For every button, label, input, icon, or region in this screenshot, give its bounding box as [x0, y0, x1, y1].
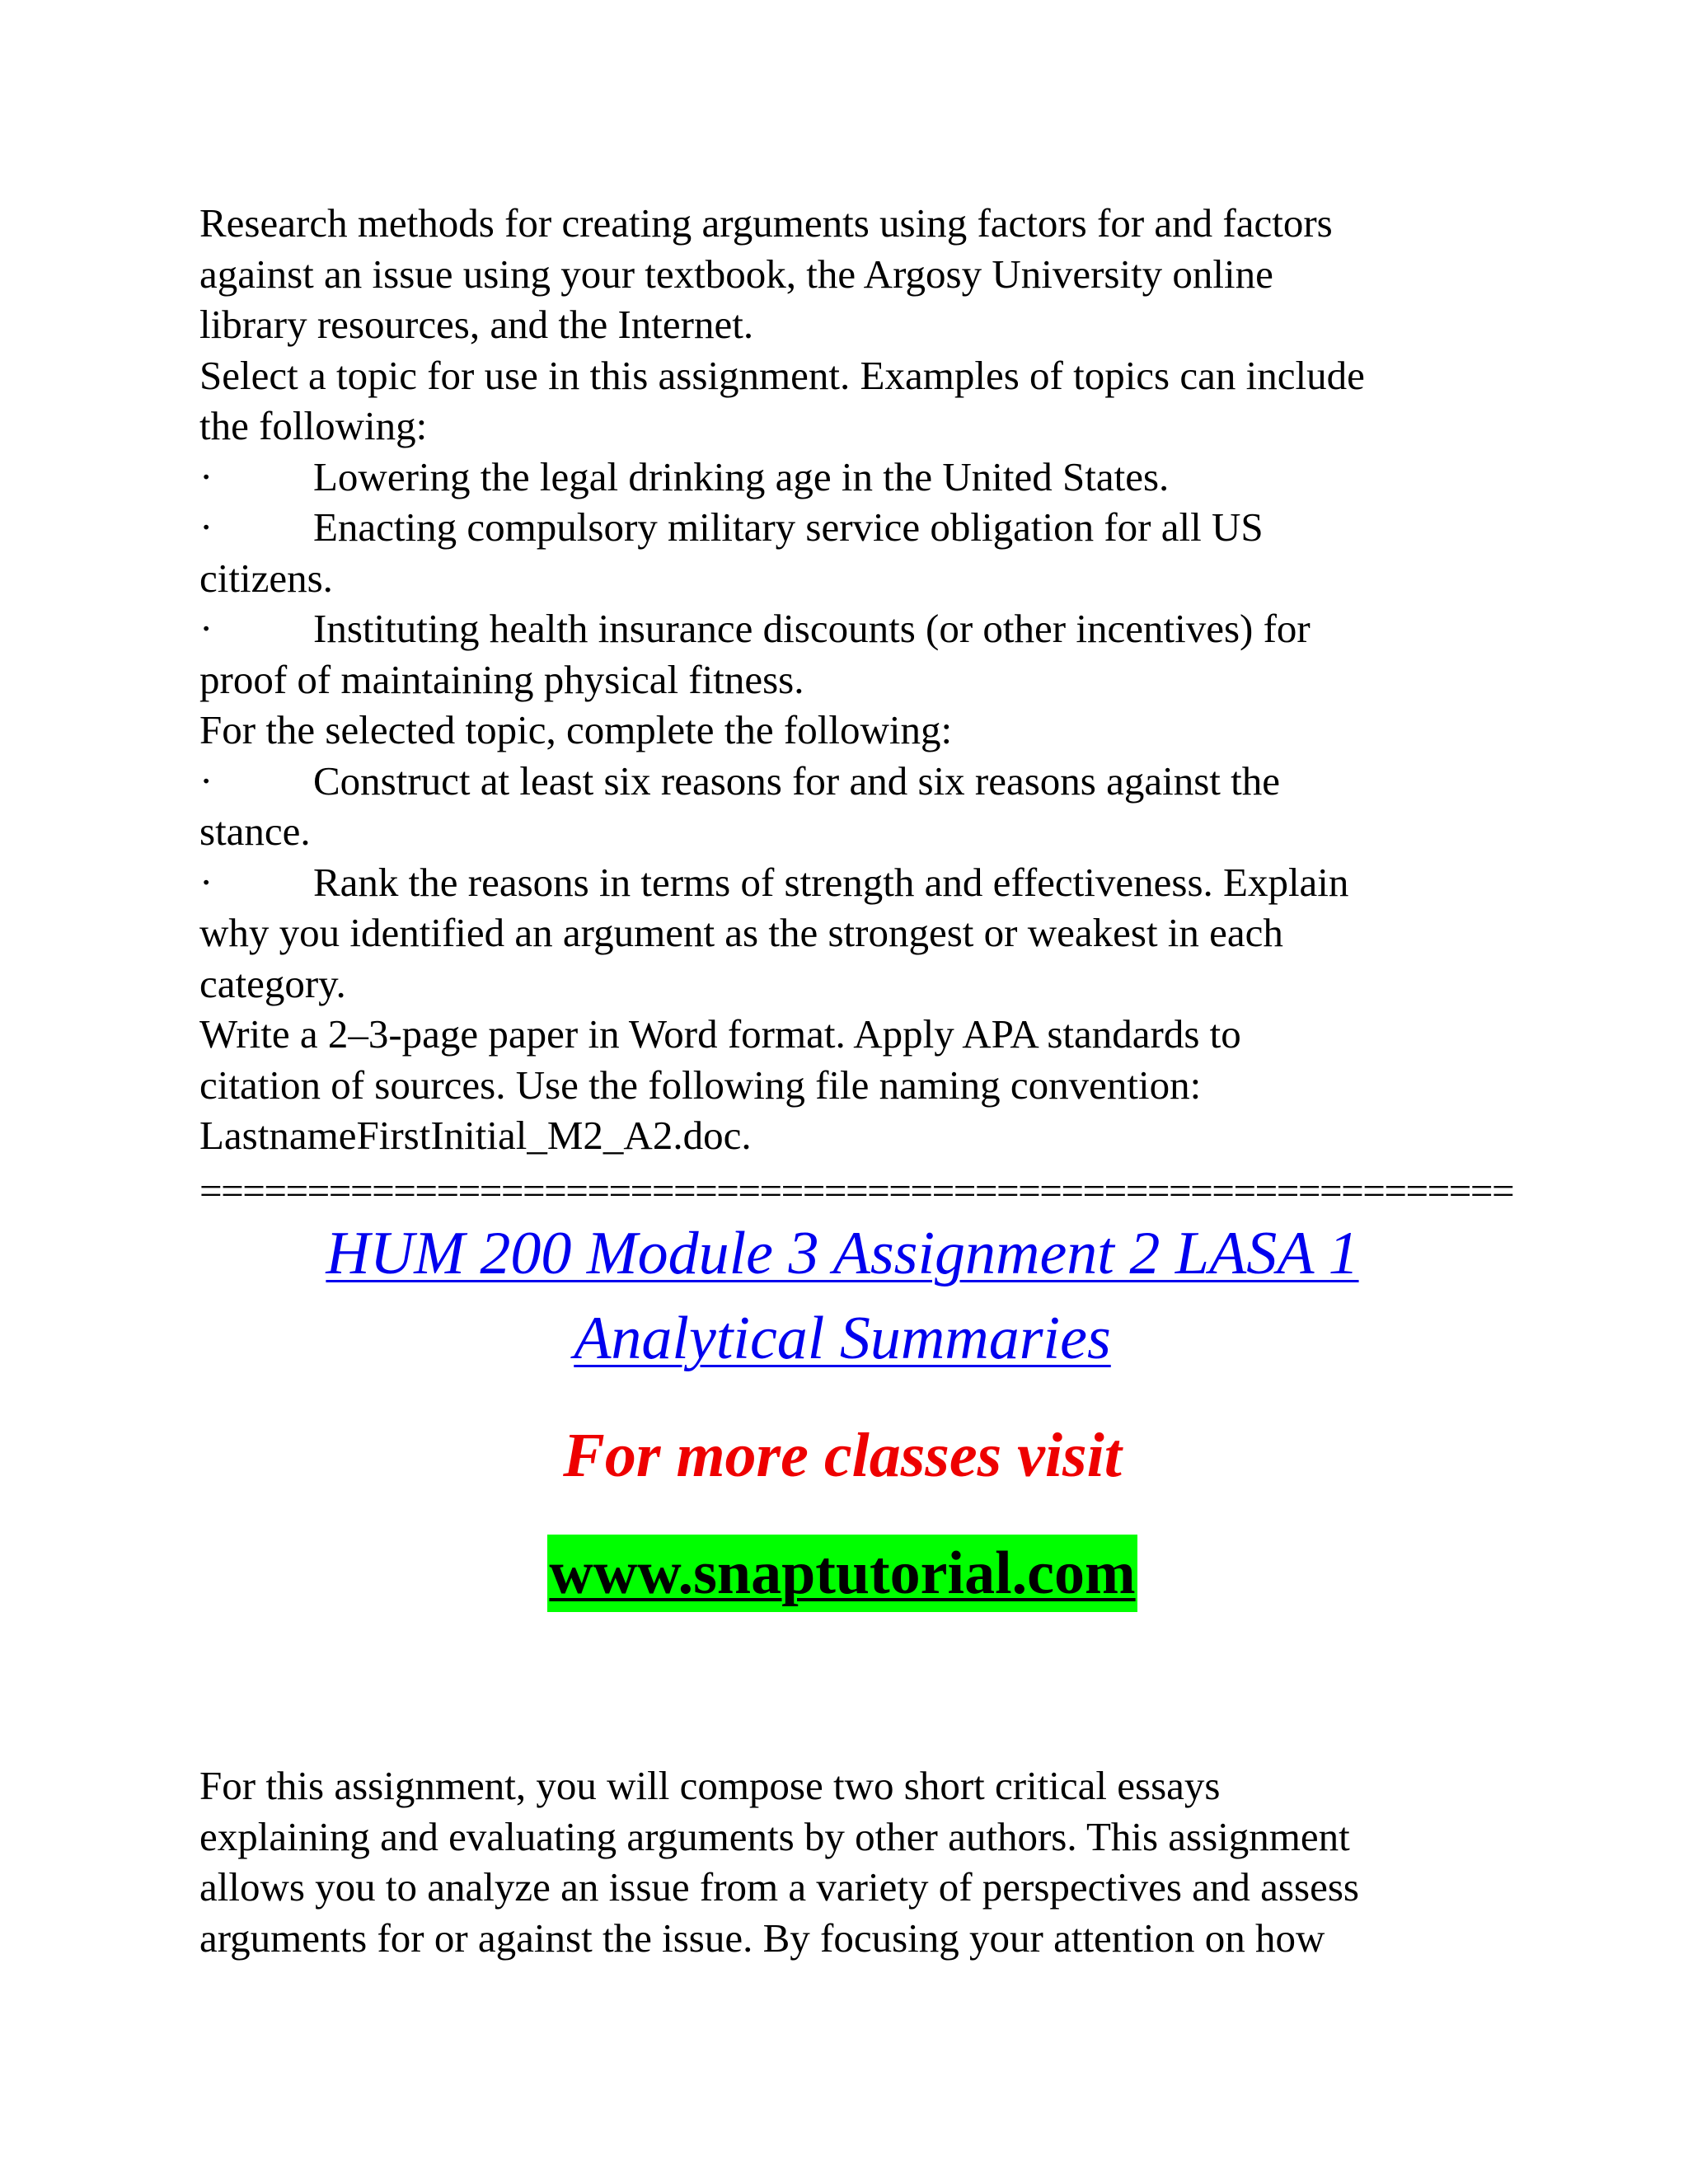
- text-line: library resources, and the Internet.: [199, 302, 754, 347]
- bullet-text: Construct at least six reasons for and six reasons against the: [313, 757, 1281, 804]
- text-line: Write a 2–3-page paper in Word format. Apply APA standards to: [199, 1011, 1241, 1057]
- text-line: proof of maintaining physical fitness.: [199, 656, 804, 702]
- bullet-marker: ·: [199, 757, 213, 804]
- text-line: citation of sources. Use the following file naming convention:: [199, 1062, 1202, 1108]
- text-line: For the selected topic, complete the following:: [199, 707, 953, 752]
- bullet-item: [199, 603, 1485, 654]
- site-link[interactable]: www.snaptutorial.com: [547, 1535, 1137, 1612]
- text-line: stance.: [199, 808, 311, 854]
- text-line: allows you to analyze an issue from a variety of perspectives and assess: [199, 1864, 1359, 1910]
- text-line: For this assignment, you will compose two short critical essays: [199, 1763, 1221, 1808]
- site-link-wrapper: [199, 1535, 1485, 1612]
- assignment-description-bottom: [199, 1760, 1485, 1963]
- text-line: arguments for or against the issue. By focusing your attention on how: [199, 1915, 1325, 1961]
- bullet-item: [199, 502, 1485, 553]
- promo-text: For more classes visit: [563, 1421, 1122, 1490]
- text-line: category.: [199, 960, 346, 1006]
- bullet-marker: ·: [199, 504, 213, 550]
- text-line: Research methods for creating arguments using factors for and factors: [199, 200, 1333, 246]
- bullet-item: [199, 756, 1485, 807]
- bullet-item: [199, 857, 1485, 908]
- title-link-line-2[interactable]: Analytical Summaries: [574, 1305, 1111, 1372]
- separator-line: =============================================================: [199, 1168, 1514, 1213]
- text-line: LastnameFirstInitial_M2_A2.doc.: [199, 1113, 752, 1158]
- bullet-text: Enacting compulsory military service obligation for all US: [313, 504, 1264, 550]
- title-link-line-1[interactable]: HUM 200 Module 3 Assignment 2 LASA 1: [326, 1220, 1359, 1287]
- text-line: why you identified an argument as the strongest or weakest in each: [199, 910, 1283, 955]
- assignment-title-link[interactable]: [199, 1212, 1485, 1381]
- bullet-text: Rank the reasons in terms of strength and effectiveness. Explain: [313, 859, 1349, 905]
- bullet-marker: ·: [199, 859, 213, 905]
- bullet-item: [199, 452, 1485, 503]
- bullet-text: Instituting health insurance discounts (or other incentives) for: [313, 606, 1311, 651]
- text-line: citizens.: [199, 555, 333, 601]
- bullet-text: Lowering the legal drinking age in the United States.: [313, 453, 1170, 499]
- text-line: against an issue using your textbook, the Argosy University online: [199, 251, 1273, 297]
- text-line: Select a topic for use in this assignment. Examples of topics can include: [199, 352, 1365, 398]
- bullet-marker: ·: [199, 453, 213, 499]
- bullet-marker: ·: [199, 606, 213, 651]
- text-line: the following:: [199, 403, 428, 448]
- text-line: explaining and evaluating arguments by other authors. This assignment: [199, 1813, 1350, 1859]
- assignment-description-top: [199, 198, 1485, 1161]
